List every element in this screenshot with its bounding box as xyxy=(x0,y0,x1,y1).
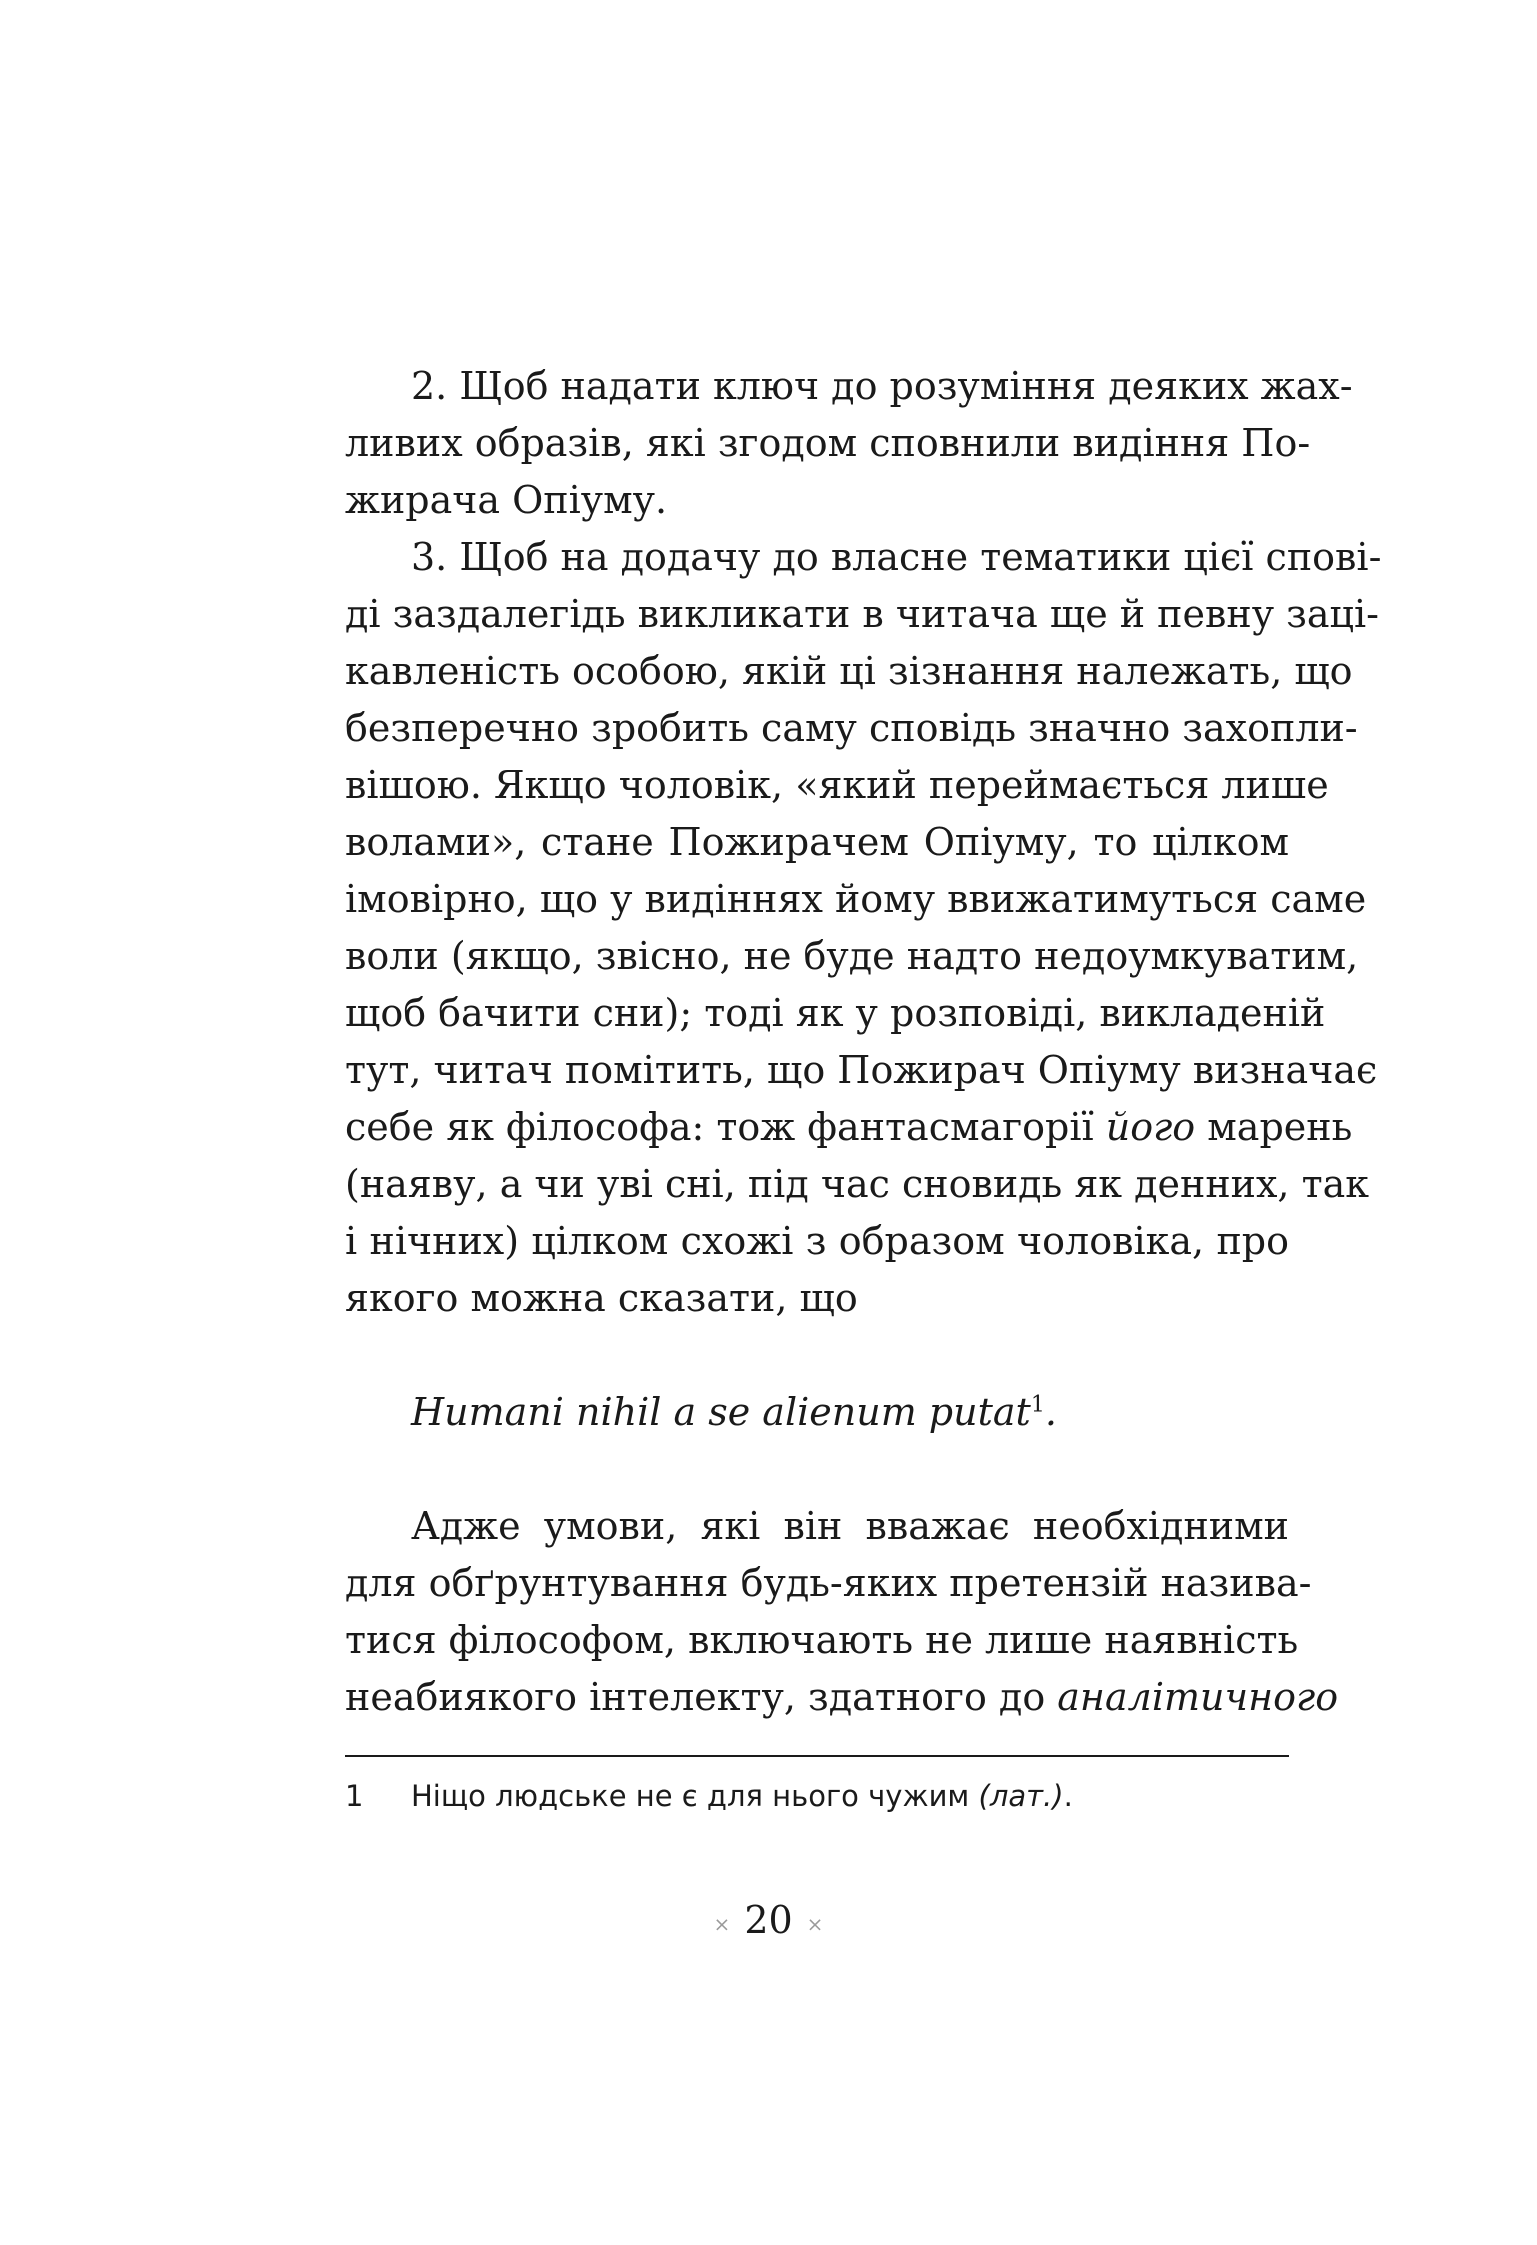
line-11-start: себе як філософа: тож фантасмагорії xyxy=(345,1105,1106,1149)
paragraph-2-line-2: ливих образів, які згодом сповнили видіння По- xyxy=(345,421,1311,465)
page-number-footer xyxy=(0,1895,1537,1949)
paragraph-4-line-1: Адже умови, які він вважає необхідними xyxy=(411,1504,1289,1548)
line-4-start: неабиякого інтелекту, здатного до xyxy=(345,1675,1058,1719)
paragraph-3-line-9: щоб бачити сни); тоді як у розповіді, викладеній xyxy=(345,991,1326,1035)
paragraph-4-line-4 xyxy=(345,1669,1339,1726)
footnote-end: . xyxy=(1063,1779,1073,1813)
main-text xyxy=(345,358,1382,1726)
paragraph-3-line-5: вішою. Якщо чоловік, «який переймається лише xyxy=(345,763,1329,807)
paragraph-3-line-8: воли (якщо, звісно, не буде надто недоумкуватим, xyxy=(345,934,1359,978)
spacer xyxy=(345,1327,1289,1384)
latin-quote xyxy=(345,1384,1289,1441)
emphasis-analitychnoho: аналітичного xyxy=(1057,1675,1339,1719)
footnote-text: Ніщо людське не є для нього чужим xyxy=(411,1779,979,1813)
latin-quote-end: . xyxy=(1044,1390,1057,1434)
ornament-right-icon: × xyxy=(806,1911,824,1936)
footnote xyxy=(345,1776,1289,1816)
spacer xyxy=(345,1441,1289,1498)
paragraph-3-line-6: волами», стане Пожирачем Опіуму, то цілком xyxy=(345,820,1289,864)
paragraph-3-line-1: 3. Щоб на додачу до власне тематики цієї сповi- xyxy=(411,535,1382,579)
paragraph-2-line-1: 2. Щоб надати ключ до розуміння деяких жах- xyxy=(411,364,1353,408)
line-11-end: марень xyxy=(1195,1105,1353,1149)
paragraph-3-line-4: безперечно зробить саму сповідь значно захопли- xyxy=(345,706,1358,750)
paragraph-3-line-2: ді заздалегідь викликати в читача ще й певну заці- xyxy=(345,592,1379,636)
paragraph-3-line-10: тут, читач помітить, що Пожирач Опіуму визначає xyxy=(345,1048,1378,1092)
paragraph-3-line-11 xyxy=(345,1099,1353,1156)
footnote-divider xyxy=(345,1755,1289,1757)
paragraph-3-line-3: кавленість особою, якій ці зізнання належать, що xyxy=(345,649,1353,693)
paragraph-3-line-12: (наяву, а чи уві сні, під час сновидь як денних, так xyxy=(345,1162,1370,1206)
page-number: 20 xyxy=(744,1898,793,1942)
emphasis-yoho: його xyxy=(1105,1105,1196,1149)
paragraph-3-line-7: імовірно, що у видіннях йому ввижатимуться саме xyxy=(345,877,1367,921)
ornament-left-icon: × xyxy=(713,1911,731,1936)
paragraph-4-line-2: для обґрунтування будь-яких претензій назива- xyxy=(345,1561,1312,1605)
paragraph-2-line-3: жирача Опіуму. xyxy=(345,478,668,522)
latin-quote-text: Humani nihil a se alienum putat xyxy=(411,1390,1031,1434)
footnote-number: 1 xyxy=(345,1779,364,1813)
paragraph-3-line-13: і нічних) цілком схожі з образом чоловіка, про xyxy=(345,1219,1289,1263)
paragraph-3-line-14: якого можна сказати, що xyxy=(345,1276,858,1320)
footnote-reference[interactable]: 1 xyxy=(1030,1392,1045,1418)
footnote-lang: (лат.) xyxy=(978,1779,1064,1813)
paragraph-4-line-3: тися філософом, включають не лише наявність xyxy=(345,1618,1299,1662)
